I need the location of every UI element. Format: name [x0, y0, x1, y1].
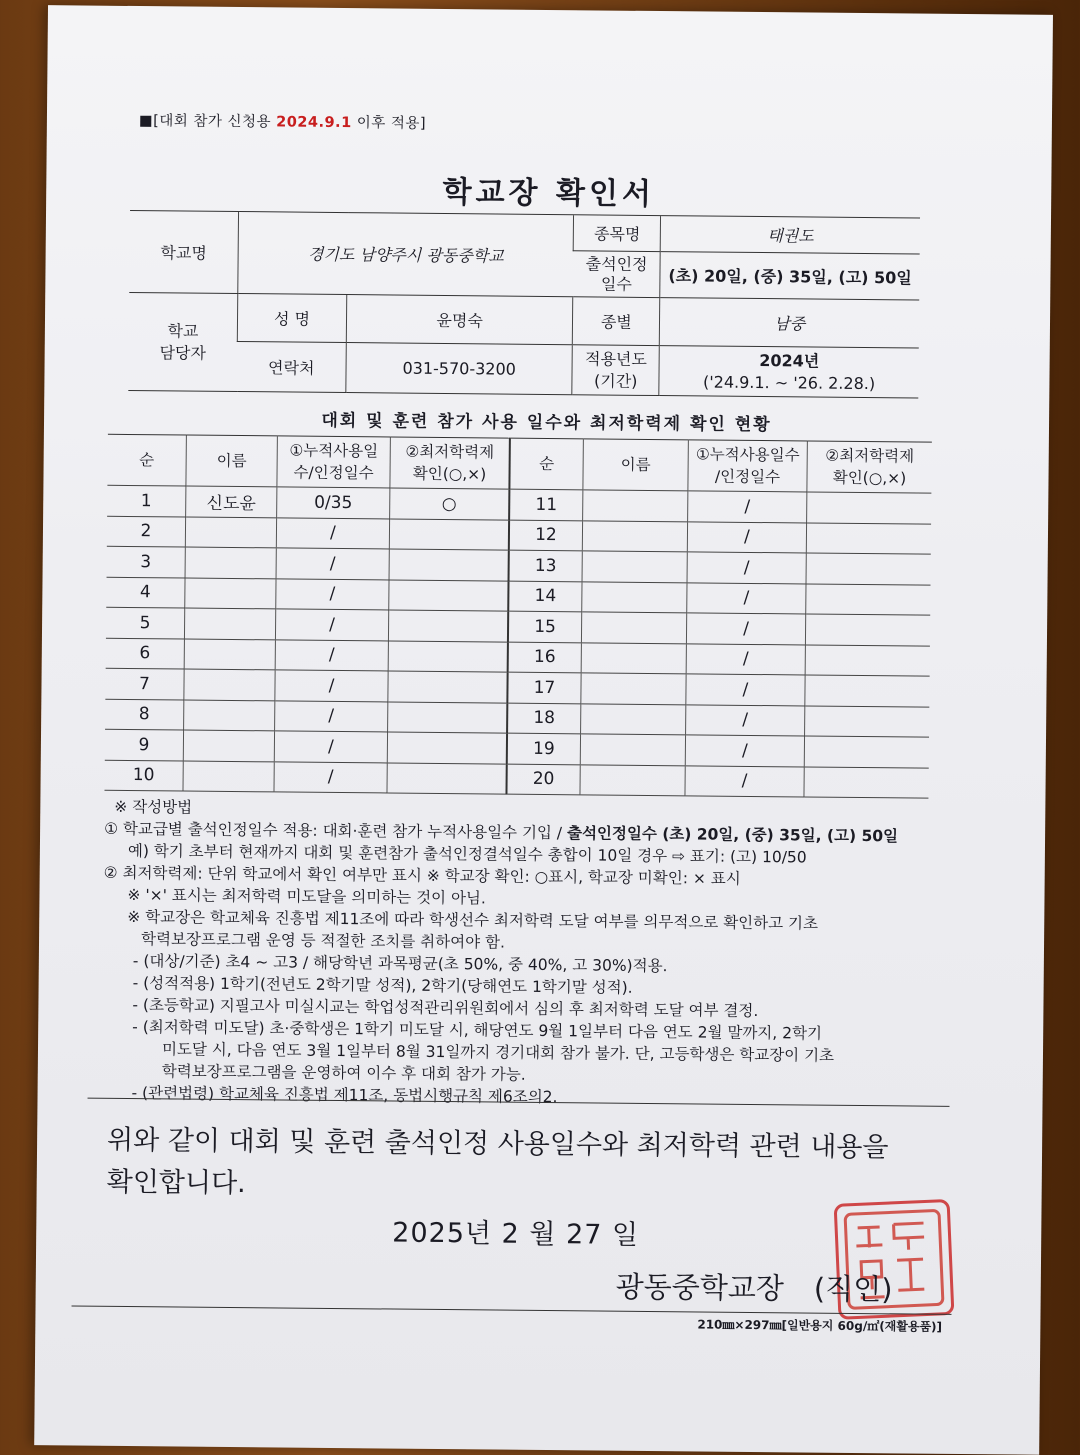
signer-block	[616, 1265, 893, 1309]
col-header: 순	[509, 438, 583, 490]
row-number: 13	[509, 550, 583, 581]
days-used: /	[686, 643, 805, 675]
confirm-line: 확인합니다.	[106, 1166, 246, 1200]
notes-section	[101, 796, 964, 1112]
roster-body	[104, 485, 931, 798]
col-header: 순	[107, 434, 186, 486]
phone-value: 031-570-3200	[346, 343, 573, 395]
seal-label: (직인)	[813, 1271, 893, 1307]
student-name	[582, 581, 687, 613]
header-suffix: 이후 적용]	[351, 115, 427, 132]
year-label: 적용년도 (기간)	[572, 345, 659, 396]
min-academic-check	[805, 614, 930, 646]
days-used: /	[686, 704, 805, 736]
student-name	[184, 700, 275, 731]
min-academic-check	[807, 492, 932, 524]
min-academic-check	[388, 701, 508, 733]
gender-label: 종별	[573, 297, 660, 346]
signer-name: 광동중학교장	[615, 1269, 784, 1306]
min-academic-check: ○	[390, 488, 510, 520]
school-label: 학교명	[129, 210, 238, 293]
note-item: - (관련법령) 학교체육 진흥법 제11조, 동법시행규칙 제6조의2.	[131, 1084, 558, 1107]
min-academic-check	[804, 736, 929, 768]
days-used: /	[685, 735, 804, 767]
row-number: 11	[509, 489, 583, 520]
roster-subtitle: 대회 및 훈련 참가 사용 일수와 최저학력제 확인 현황	[321, 410, 772, 436]
student-name	[185, 547, 276, 578]
row-number: 3	[107, 546, 186, 577]
days-used: /	[274, 761, 387, 793]
row-number: 10	[104, 760, 183, 791]
period-value: ('24.9.1. ~ '26. 2.28.)	[702, 371, 876, 393]
min-academic-check	[387, 762, 507, 794]
student-name	[583, 490, 688, 522]
student-name	[580, 764, 685, 796]
days-used: /	[275, 700, 388, 732]
min-academic-check	[805, 644, 930, 676]
student-name	[185, 517, 276, 548]
note-item: 학력보장프로그램을 운영하여 이수 후 대회 참가 가능.	[161, 1062, 526, 1084]
student-name	[580, 734, 685, 766]
note-emphasis: 출석인정일수 (초) 20일, (중) 35일, (고) 50일	[566, 824, 899, 846]
confirm-line: 위와 같이 대회 및 훈련 출석인정 사용일수와 최저학력 관련 내용을	[106, 1124, 889, 1164]
table-row	[104, 760, 928, 798]
student-name	[185, 578, 276, 609]
attendance-value: (초) 20일, (중) 35일, (고) 50일	[660, 252, 920, 300]
col-header: ①누적사용일수 /인정일수	[688, 440, 807, 492]
student-name	[184, 669, 275, 700]
note-item: ※ 학교장은 학교체육 진흥법 제11조에 따라 학생선수 최저학력 도달 여부를 의무적으로 확인하고 기초	[127, 907, 819, 933]
min-academic-check	[388, 671, 508, 703]
student-name	[183, 730, 274, 761]
row-number: 7	[105, 668, 184, 699]
days-used: /	[276, 548, 389, 580]
min-academic-check	[805, 705, 930, 737]
days-used: /	[686, 674, 805, 706]
row-number: 6	[106, 638, 185, 669]
row-number: 12	[509, 520, 583, 551]
year-value: 2024년	[759, 350, 820, 371]
gender-value: 남중	[660, 298, 920, 348]
row-number: 18	[507, 703, 581, 734]
min-academic-check	[805, 675, 930, 707]
header-prefix: ■[대회 참가 신청용	[138, 113, 277, 131]
student-name	[581, 642, 686, 674]
row-number: 17	[507, 672, 581, 703]
note-item: - (최저학력 미도달) 초·중학생은 1학기 미도달 시, 해당연도 9월 1일부터 다음 연도 2월 말까지, 2학기	[132, 1018, 823, 1043]
note-item: - (대상/기준) 초4 ~ 고3 / 해당학년 과목평균(초 50%, 중 40%, 고 30%)적용.	[132, 952, 668, 976]
note-item: 학력보장프로그램 운영 등 적절한 조치를 취하여야 함.	[140, 930, 506, 952]
student-name: 신도윤	[186, 486, 277, 517]
student-name	[183, 761, 274, 792]
paper-spec-footnote: 210㎜×297㎜[일반용지 60g/㎡(재활용품)]	[697, 1317, 943, 1334]
days-used: /	[275, 670, 388, 702]
issue-date: 2025년 2 월 27 일	[392, 1217, 640, 1251]
roster-table	[104, 434, 931, 799]
days-used: /	[687, 521, 806, 553]
name-value: 윤명숙	[346, 295, 573, 345]
note-item: - (초등학교) 지필고사 미실시교는 학업성적관리위원회에서 심의 후 최저학력 도달 여부 결정.	[132, 996, 759, 1021]
min-academic-check	[806, 583, 931, 615]
notes-heading: ※ 작성방법	[114, 797, 193, 817]
days-used: /	[685, 765, 804, 797]
note-item: ※ '×' 표시는 최저학력 미도달을 의미하는 것이 아님.	[127, 885, 486, 908]
row-number: 2	[107, 516, 186, 547]
col-header: ②최저학력제 확인(○,×)	[807, 441, 932, 493]
row-number: 8	[105, 699, 184, 730]
header-date: 2024.9.1	[276, 114, 352, 132]
event-label: 종목명	[574, 215, 661, 252]
row-number: 20	[506, 764, 580, 795]
document-page	[34, 5, 1053, 1455]
days-used: 0/35	[277, 487, 390, 519]
year-cell	[659, 346, 919, 398]
info-table	[128, 210, 920, 399]
row-number: 19	[507, 733, 581, 764]
days-used: /	[687, 552, 806, 584]
header-note	[139, 109, 426, 133]
days-used: /	[275, 639, 388, 671]
contact-group-label: 학교 담당자	[128, 292, 237, 391]
row-number: 14	[508, 581, 582, 612]
row-number: 1	[107, 485, 186, 516]
days-used: /	[687, 582, 806, 614]
days-used: /	[274, 731, 387, 763]
confirm-statement	[107, 1120, 968, 1212]
min-academic-check	[806, 522, 931, 554]
note-item: 예) 학기 초부터 현재까지 대회 및 훈련참가 출석인정결석일수 총합이 10일 경우 ⇨ 표기: (고) 10/50	[127, 841, 807, 867]
col-header: 이름	[186, 435, 277, 487]
row-number: 16	[508, 642, 582, 673]
min-academic-check	[388, 610, 508, 642]
row-number: 5	[106, 607, 185, 638]
school-value: 경기도 남양주시 광동중학교	[238, 212, 574, 297]
note-text: ① 학교급별 출석인정일수 적용: 대회·훈련 참가 누적사용일수 기입 /	[104, 819, 568, 843]
note-item: - (성적적용) 1학기(전년도 2학기말 성적), 2학기(당해연도 1학기말 성적).	[132, 974, 633, 997]
student-name	[581, 612, 686, 644]
event-value: 태권도	[661, 216, 921, 254]
row-number: 9	[105, 729, 184, 760]
col-header: ②최저학력제 확인(○,×)	[390, 437, 510, 489]
col-header: 이름	[583, 439, 688, 491]
student-name	[184, 639, 275, 670]
note-item: 미도달 시, 다음 연도 3월 1일부터 8월 31일까지 경기대회 참가 불가. 단, 고등학생은 학교장이 기초	[161, 1040, 835, 1065]
attendance-label: 출석인정 일수	[573, 251, 660, 298]
min-academic-check	[389, 579, 509, 611]
student-name	[184, 608, 275, 639]
student-name	[581, 703, 686, 735]
row-number: 4	[106, 577, 185, 608]
student-name	[581, 673, 686, 705]
days-used: /	[276, 578, 389, 610]
page-title: 학교장 확인서	[442, 174, 656, 213]
note-item: ② 최저학력제: 단위 학교에서 확인 여부만 표시 ※ 학교장 확인: ○표시, 학교장 미확인: × 표시	[103, 863, 741, 888]
name-label: 성 명	[237, 294, 346, 343]
student-name	[582, 520, 687, 552]
phone-label: 연락처	[237, 342, 346, 393]
min-academic-check	[388, 640, 508, 672]
days-used: /	[688, 491, 807, 523]
days-used: /	[686, 613, 805, 645]
col-header: ①누적사용일 수/인정일수	[277, 436, 390, 488]
min-academic-check	[389, 518, 509, 550]
min-academic-check	[806, 553, 931, 585]
min-academic-check	[804, 766, 929, 798]
days-used: /	[276, 517, 389, 549]
row-number: 15	[508, 611, 582, 642]
student-name	[582, 551, 687, 583]
min-academic-check	[387, 732, 507, 764]
days-used: /	[275, 609, 388, 641]
min-academic-check	[389, 549, 509, 581]
